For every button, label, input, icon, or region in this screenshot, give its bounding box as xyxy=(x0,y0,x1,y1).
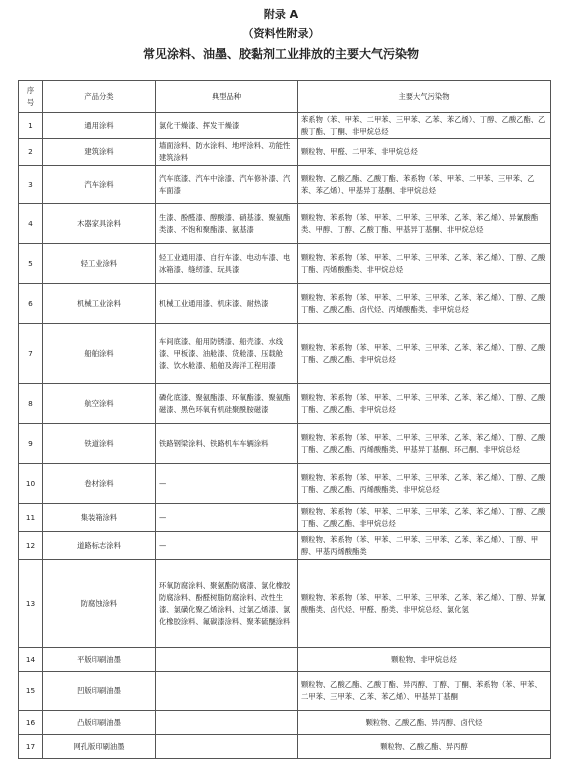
row-number: 9 xyxy=(19,424,43,464)
row-pollutants: 颗粒物、乙酸乙酯、乙酸丁酯、苯系物（苯、甲苯、二甲苯、三甲苯、乙苯、苯乙烯）、甲基异丁基酮、非甲烷总烃 xyxy=(298,166,551,204)
row-pollutants: 颗粒物、苯系物（苯、甲苯、二甲苯、三甲苯、乙苯、苯乙烯）、丁醇、乙酸丁酯、乙酸乙酯、卤代烃、丙烯酸酯类、非甲烷总烃 xyxy=(298,284,551,324)
row-pollutants: 颗粒物、苯系物（苯、甲苯、二甲苯、三甲苯、乙苯、苯乙烯）、异氰酸酯类、甲醇、丁醇、乙酸丁酯、甲基异丁基酮、非甲烷总烃 xyxy=(298,204,551,244)
table-title: 常见涂料、油墨、胶黏剂工业排放的主要大气污染物 xyxy=(142,47,419,61)
row-typical-varieties: 轻工业通用漆、自行车漆、电动车漆、电冰箱漆、缝纫漆、玩具漆 xyxy=(156,244,298,284)
table-row xyxy=(19,284,551,324)
row-number: 8 xyxy=(19,384,43,424)
row-typical-varieties: 墙面涂料、防水涂料、地坪涂料、功能性建筑涂料 xyxy=(156,139,298,166)
row-pollutants: 颗粒物、苯系物（苯、甲苯、二甲苯、三甲苯、乙苯、苯乙烯）、丁醇、乙酸丁酯、乙酸乙酯、非甲烷总烃 xyxy=(298,324,551,384)
row-number: 12 xyxy=(19,532,43,560)
table-row xyxy=(19,464,551,504)
table-row xyxy=(19,560,551,648)
row-number: 14 xyxy=(19,648,43,672)
column-header-category: 产品分类 xyxy=(43,81,156,113)
row-category: 木器家具涂料 xyxy=(43,204,156,244)
row-typical-varieties: — xyxy=(156,532,298,560)
row-number: 1 xyxy=(19,113,43,139)
table-header-row xyxy=(19,81,551,113)
row-number: 4 xyxy=(19,204,43,244)
row-typical-varieties xyxy=(156,735,298,759)
table-row xyxy=(19,204,551,244)
column-header-no xyxy=(19,81,43,113)
row-number: 17 xyxy=(19,735,43,759)
row-pollutants: 颗粒物、非甲烷总烃 xyxy=(298,648,551,672)
table-row xyxy=(19,735,551,759)
row-category: 通用涂料 xyxy=(43,113,156,139)
row-number: 6 xyxy=(19,284,43,324)
row-typical-varieties: 机械工业通用漆、机床漆、耐热漆 xyxy=(156,284,298,324)
table-row xyxy=(19,532,551,560)
row-number: 2 xyxy=(19,139,43,166)
row-category: 卷材涂料 xyxy=(43,464,156,504)
pollutant-table xyxy=(18,80,551,759)
table-row xyxy=(19,504,551,532)
row-category: 凸版印刷油墨 xyxy=(43,711,156,735)
row-category: 汽车涂料 xyxy=(43,166,156,204)
row-number: 15 xyxy=(19,672,43,711)
table-row xyxy=(19,324,551,384)
row-typical-varieties xyxy=(156,711,298,735)
row-pollutants: 颗粒物、乙酸乙酯、异丙醇、卤代烃 xyxy=(298,711,551,735)
row-category: 轻工业涂料 xyxy=(43,244,156,284)
row-pollutants: 颗粒物、乙酸乙酯、异丙醇 xyxy=(298,735,551,759)
table-row xyxy=(19,424,551,464)
row-pollutants: 颗粒物、苯系物（苯、甲苯、二甲苯、三甲苯、乙苯、苯乙烯）、丁醇、乙酸丁酯、乙酸乙酯、丙烯酸酯类、非甲烷总烃 xyxy=(298,464,551,504)
column-header-no-line1: 序 xyxy=(26,85,35,95)
row-typical-varieties: 磷化底漆、聚氨酯漆、环氧酯漆、聚氨酯磁漆、黑色环氧有机硅聚酰胺磁漆 xyxy=(156,384,298,424)
table-row xyxy=(19,113,551,139)
column-header-no-line2: 号 xyxy=(26,97,35,107)
row-typical-varieties: 汽车底漆、汽车中涂漆、汽车修补漆、汽车面漆 xyxy=(156,166,298,204)
row-pollutants: 颗粒物、苯系物（苯、甲苯、二甲苯、三甲苯、乙苯、苯乙烯）、丁醇、乙酸丁酯、丙烯酸酯类、非甲烷总烃 xyxy=(298,244,551,284)
row-number: 13 xyxy=(19,560,43,648)
table-row xyxy=(19,711,551,735)
table-row xyxy=(19,384,551,424)
row-pollutants: 颗粒物、甲醛、二甲苯、非甲烷总烃 xyxy=(298,139,551,166)
appendix-subtitle: （资料性附录） xyxy=(242,27,320,40)
column-header-pollutants: 主要大气污染物 xyxy=(298,81,551,113)
row-pollutants: 颗粒物、苯系物（苯、甲苯、二甲苯、三甲苯、乙苯、苯乙烯）、丁醇、乙酸丁酯、乙酸乙酯、丙烯酸酯类、甲基异丁基酮、环己酮、非甲烷总烃 xyxy=(298,424,551,464)
row-typical-varieties: 车间底漆、船用防锈漆、船壳漆、水线漆、甲板漆、油舱漆、货舱漆、压载舱漆、饮水舱漆、船舶及海洋工程用漆 xyxy=(156,324,298,384)
row-category: 道路标志涂料 xyxy=(43,532,156,560)
row-typical-varieties: 环氧防腐涂料、聚氨酯防腐漆、氯化橡胶防腐涂料、酚醛树脂防腐涂料、改性生漆、氯磺化聚乙烯涂料、过氯乙烯漆、氯化橡胶涂料、氟碳漆涂料、聚苯硫醚涂料 xyxy=(156,560,298,648)
table-row xyxy=(19,648,551,672)
table-body xyxy=(19,113,551,759)
row-number: 5 xyxy=(19,244,43,284)
row-category: 凹版印刷油墨 xyxy=(43,672,156,711)
row-number: 3 xyxy=(19,166,43,204)
table-row xyxy=(19,139,551,166)
table-row xyxy=(19,244,551,284)
row-category: 铁道涂料 xyxy=(43,424,156,464)
row-pollutants: 颗粒物、苯系物（苯、甲苯、二甲苯、三甲苯、乙苯、苯乙烯）、丁醇、乙酸丁酯、乙酸乙酯、非甲烷总烃 xyxy=(298,504,551,532)
row-pollutants: 苯系物（苯、甲苯、二甲苯、三甲苯、乙苯、苯乙烯）、丁醇、乙酸乙酯、乙酸丁酯、丁酮、非甲烷总烃 xyxy=(298,113,551,139)
row-category: 航空涂料 xyxy=(43,384,156,424)
row-typical-varieties: — xyxy=(156,464,298,504)
row-pollutants: 颗粒物、苯系物（苯、甲苯、二甲苯、三甲苯、乙苯、苯乙烯）、丁醇、甲醇、甲基丙烯酸酯类 xyxy=(298,532,551,560)
row-pollutants: 颗粒物、乙酸乙酯、乙酸丁酯、异丙醇、丁醇、丁酮、苯系物（苯、甲苯、二甲苯、三甲苯、乙苯、苯乙烯）、甲基异丁基酮 xyxy=(298,672,551,711)
row-category: 平版印刷油墨 xyxy=(43,648,156,672)
row-typical-varieties: 铁路钢梁涂料、铁路机车车辆涂料 xyxy=(156,424,298,464)
table-row xyxy=(19,166,551,204)
column-header-typical: 典型品种 xyxy=(156,81,298,113)
row-category: 网孔版印刷油墨 xyxy=(43,735,156,759)
row-category: 建筑涂料 xyxy=(43,139,156,166)
row-category: 防腐蚀涂料 xyxy=(43,560,156,648)
table-row xyxy=(19,672,551,711)
appendix-title: 附录 A xyxy=(263,8,299,21)
row-typical-varieties xyxy=(156,648,298,672)
row-category: 机械工业涂料 xyxy=(43,284,156,324)
row-pollutants: 颗粒物、苯系物（苯、甲苯、二甲苯、三甲苯、乙苯、苯乙烯）、丁醇、异氰酸酯类、卤代烃、甲醛、酚类、非甲烷总烃、氯化氢 xyxy=(298,560,551,648)
row-typical-varieties xyxy=(156,672,298,711)
row-number: 7 xyxy=(19,324,43,384)
row-typical-varieties: — xyxy=(156,504,298,532)
row-number: 10 xyxy=(19,464,43,504)
row-number: 11 xyxy=(19,504,43,532)
row-typical-varieties: 氯化干燥漆、挥发干燥漆 xyxy=(156,113,298,139)
row-typical-varieties: 生漆、酚醛漆、醇酸漆、硝基漆、聚氨酯类漆、不饱和聚酯漆、氨基漆 xyxy=(156,204,298,244)
row-number: 16 xyxy=(19,711,43,735)
document-header xyxy=(0,0,562,80)
row-pollutants: 颗粒物、苯系物（苯、甲苯、二甲苯、三甲苯、乙苯、苯乙烯）、丁醇、乙酸丁酯、乙酸乙酯、非甲烷总烃 xyxy=(298,384,551,424)
row-category: 集装箱涂料 xyxy=(43,504,156,532)
row-category: 船舶涂料 xyxy=(43,324,156,384)
